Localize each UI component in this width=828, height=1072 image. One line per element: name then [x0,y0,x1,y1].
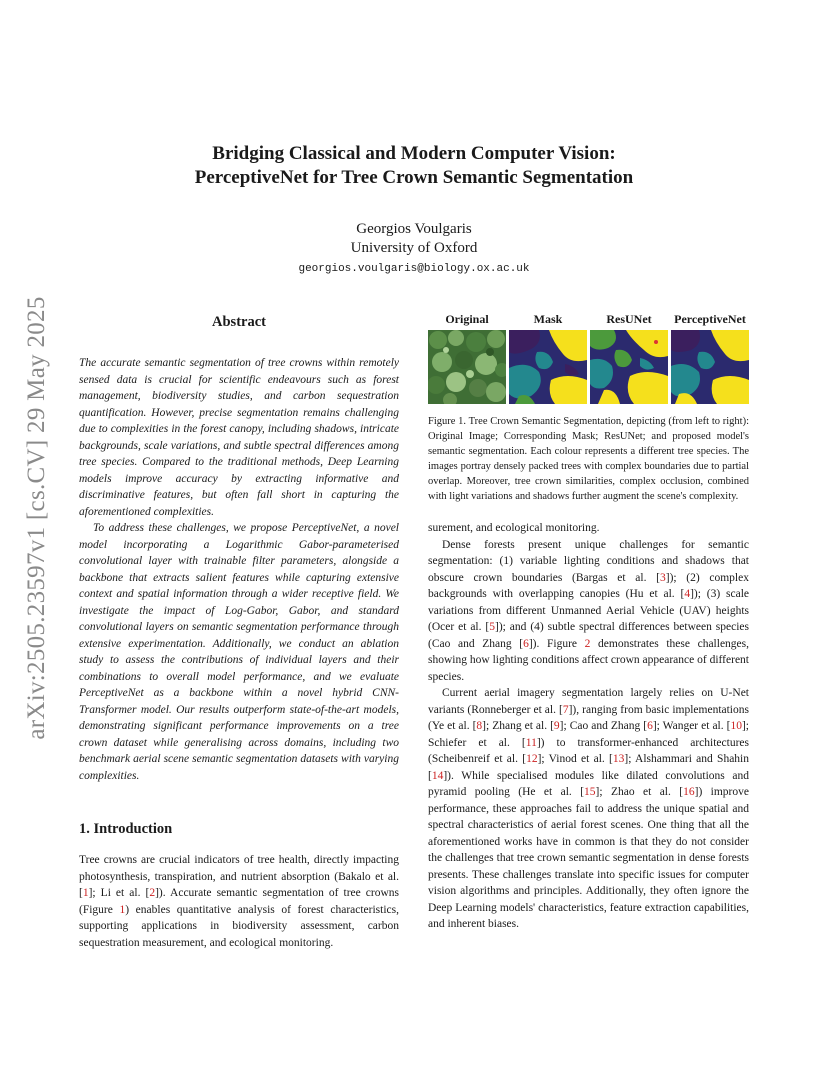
citation-link[interactable]: 2 [149,887,156,899]
right-body-text [428,520,749,933]
citation-link[interactable]: 8 [476,720,483,732]
figure-labels [428,312,749,326]
figure-link[interactable]: 1 [119,903,126,916]
citation-link[interactable]: 4 [684,588,691,600]
figure-label-original: Original [445,312,489,326]
abstract-paragraph-1: The accurate semantic segmentation of tree crowns within remotely sensed data is crucial for scientific endeavours such as forest management, biodiversity studies, and carbon sequestration quantification. However, precise segmentation remains challenging due to complexities in the forest canopy, including shadows, intricate backgrounds, scale variations, and subtle spectral differences among tree species. Compared to the traditional methods, Deep Learning models improve accuracy by extracting informative and discriminative features, but often fall short in capturing the aforementioned complexities. [79,357,399,518]
title-line-2: PerceptiveNet for Tree Crown Semantic Segmentation [194,167,634,188]
citation-link[interactable]: 16 [683,786,695,798]
citation-link[interactable]: 10 [730,720,742,732]
citation-link[interactable]: 13 [612,753,625,765]
citation-link[interactable]: 9 [553,720,560,732]
perceptivenet-output-image [671,330,749,404]
figure-caption: Figure 1. Tree Crown Semantic Segmentation, depicting (from left to right): Original Image; Corresponding Mask; ResUNet; and proposed model's semantic segmentation. Each colour represents a different tree species. The images portray densely packed trees with complex boundaries due to partial overlap. Moreover, tree crown similarities, complex occlusion, combined with light variations and shadows further augment the scene's complexity. [428,416,749,502]
intro-paragraph-1: Tree crowns are crucial indicators of tree health, directly impacting photosynthesis, transpiration, and nutrient absorption (Bakalo et al. [1]; Li et al. [2]). Accurate semantic segmentation of tree crowns (Figure 1) enables quantitative analysis of forest characteristics, supporting applications in biodiversity assessment, carbon sequestration measurement, and ecological monitoring. [79,854,399,949]
right-column [428,312,749,933]
figure-1 [428,312,749,504]
citation-link[interactable]: 6 [523,637,529,650]
resunet-output-image [590,330,668,404]
arxiv-stamp [22,278,52,758]
citation-link[interactable]: 14 [431,769,444,782]
paper-title [80,142,748,190]
citation-link[interactable]: 12 [526,753,538,765]
intro-paragraph-1-continued: surement, and ecological monitoring. [428,522,600,534]
left-column [79,312,399,951]
figure-label-perceptivenet: PerceptiveNet [674,312,746,326]
citation-link[interactable]: 7 [562,703,569,716]
original-aerial-image [428,330,506,404]
figure-link[interactable]: 2 [584,637,591,650]
citation-link[interactable]: 1 [82,887,89,899]
author-email: georgios.voulgaris@biology.ox.ac.uk [298,263,530,275]
figure-images [428,330,749,404]
citation-link[interactable]: 5 [489,621,496,633]
intro-paragraph-2: Dense forests present unique challenges for semantic segmentation: (1) variable lighting conditions and shadows that obscure crown boundaries (Bargas et al. [3]); (2) complex backgrounds with overlapping canopies (Hu et al. [4]); (3) scale variations from different Unmanned Aerial Vehicle (UAV) heights (Ocer et al. [5]); and (4) subtle spectral differences between species (Cao and Zhang [6]). Figure 2 demonstrates these challenges, showing how lighting conditions affect crown appearance of different species. [428,538,749,683]
title-line-1: Bridging Classical and Modern Computer Vision: [212,143,616,164]
citation-link[interactable]: 6 [647,720,653,732]
arxiv-stamp-text: arXiv:2505.23597v1 [cs.CV] 29 May 2025 [23,296,50,740]
author-name: Georgios Voulgaris [356,221,472,237]
citation-link[interactable]: 3 [659,571,666,584]
intro-paragraph-3: Current aerial imagery segmentation largely relies on U-Net variants (Ronneberger et al. [7]), ranging from basic implementations (Ye et al. [8]; Zhang et al. [9]; Cao and Zhang [6]; Wanger et al. [10]; Schiefer et al. [11]) to transformer-enhanced architectures (Scheibenreif et al. [12]; Vinod et al. [13]; Alshammari and Shahin [14]). While specialised modules like dilated convolutions and pyramid pooling (He et al. [15]; Zhao et al. [16]) improve performance, these approaches fail to address the unique spatial and spectral characteristics of aerial forest scenes. One thing that all the aforementioned works have in common is that they do not consider the challenges that tree crown semantic segmentation in dense forests presents. These challenges translate into specific issues for computer vision algorithms and principles. Additionally, they often ignore the Deep Learning models' characteristics, feature extraction capabilities, and inherent biases. [428,687,749,930]
author-affiliation: University of Oxford [350,240,478,256]
citation-link[interactable]: 11 [525,736,537,749]
mask-image [509,330,587,404]
figure-label-mask: Mask [533,312,563,326]
abstract-paragraph-2: To address these challenges, we propose PerceptiveNet, a novel model incorporating a Logarithmic Gabor-parameterised convolutional layer with trainable filter parameters, alongside a backbone that extracts salient features while capturing extensive context and spatial information through a wider receptive field. We investigate the impact of Log-Gabor, Gabor, and standard convolutional layers on semantic segmentation performance through extensive experimentation. Additionally, we conduct an ablation study to assess the contributions of individual layers and their combinations to overall model performance, and we evaluate PerceptiveNet as a backbone within a novel hybrid CNN-Transformer model. Our results outperform state-of-the-art models, demonstrating significant performance improvements on a tree crown dataset while generalising across domains, including two benchmark aerial scene semantic segmentation datasets with varying complexities. [79,522,399,782]
author-block [80,220,748,277]
abstract-heading: Abstract [212,314,266,330]
figure-label-resunet: ResUNet [606,312,652,326]
citation-link[interactable]: 15 [584,786,596,798]
section-heading-introduction: 1. Introduction [79,821,173,837]
